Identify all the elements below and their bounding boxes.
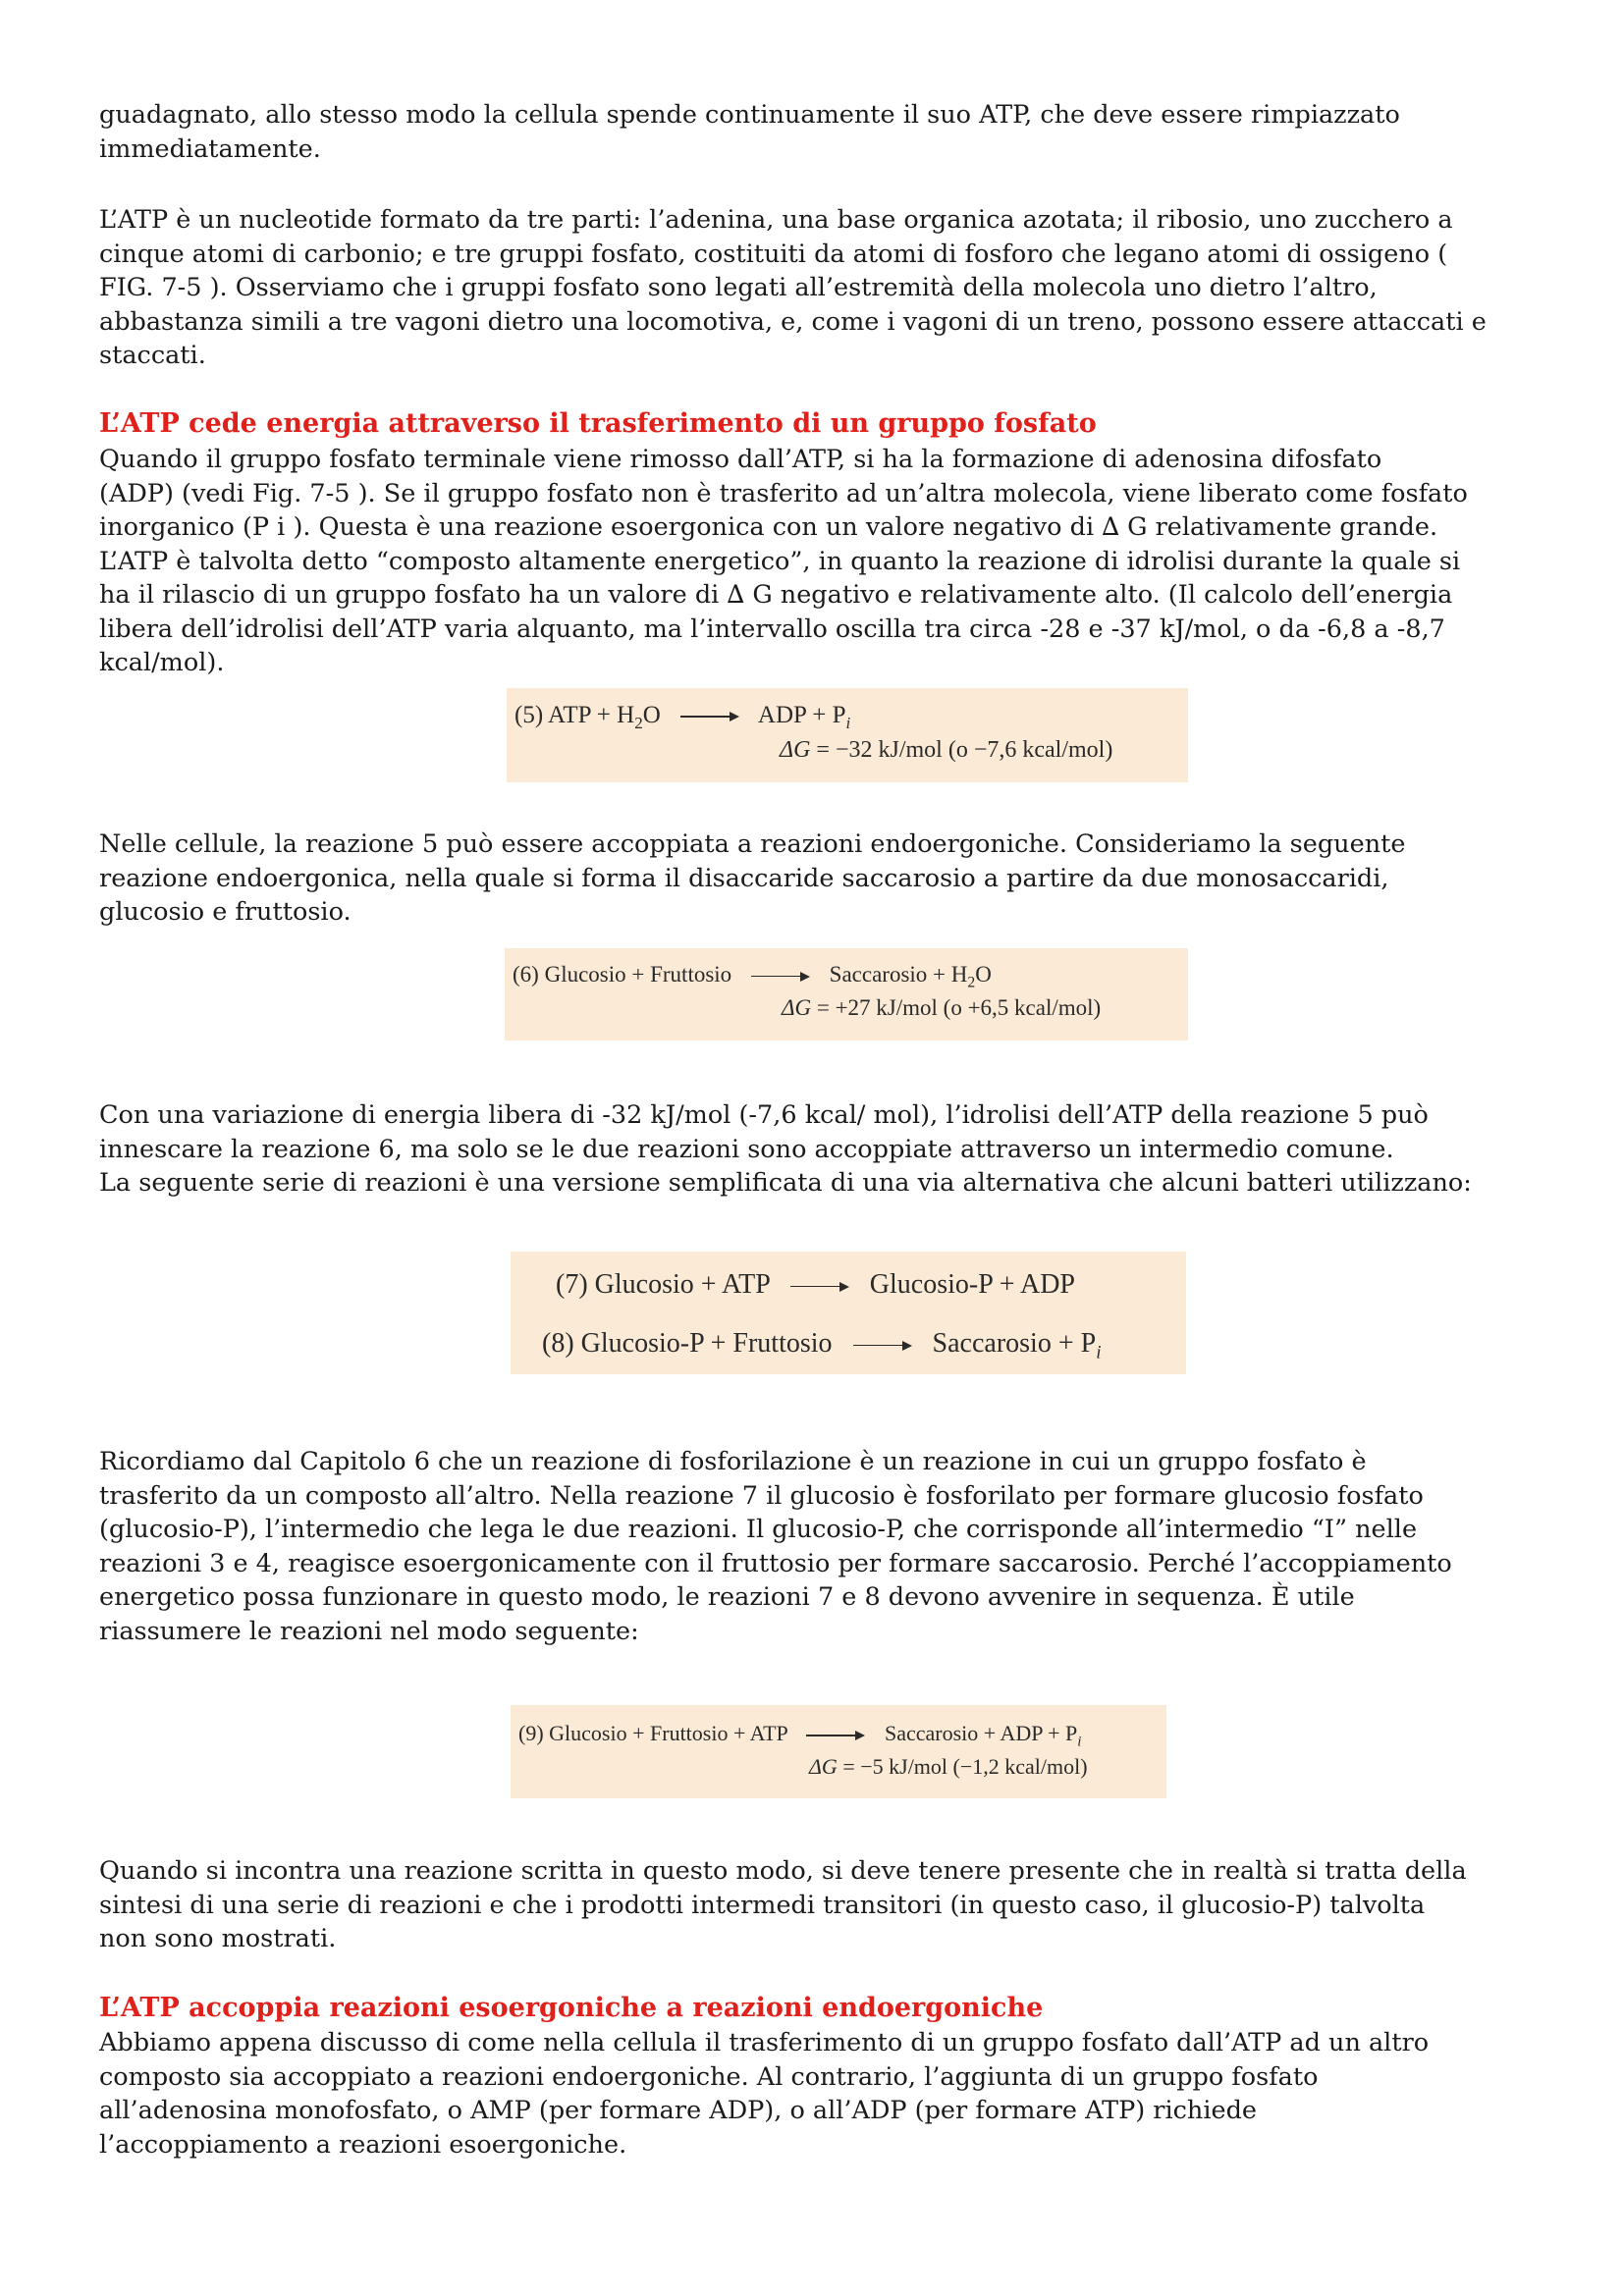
reaction-arrow-icon [853, 1341, 912, 1351]
equation-6-delta-g: ΔG = +27 kJ/mol (o +6,5 kcal/mol) [782, 995, 1102, 1020]
paragraph-phosphorylation: Ricordiamo dal Capitolo 6 che un reazione di fosforilazione è un reazione in cui un gruppo fosfato è trasferito da un composto all’altro. Nella reazione 7 il glucosio è fosforilato per formare glucosio fosfato (glucosio-P), l’intermedio che lega le due reazioni. Il glucosio-P, che corrisponde all’intermedio “I” nelle reazioni 3 e 4, reagisce esoergonicamente con il fruttosio per formare saccarosio. Perché l’accoppiamento energetico possa funzionare in questo modo, le reazioni 7 e 8 devono avvenire in sequenza. È utile riassumere le reazioni nel modo seguente: [99, 1447, 1452, 1646]
section-heading-phosphate-transfer: L’ATP cede energia attraverso il trasferimento di un gruppo fosfato [99, 408, 1097, 439]
equation-8-reaction: (8) Glucosio-P + Fruttosio Saccarosio + $P_i$ [542, 1328, 1102, 1363]
equation-box-5 [507, 688, 1188, 782]
equation-box-7-8 [511, 1252, 1186, 1374]
equation-6-reaction: (6) Glucosio + Fruttosio Saccarosio + $H_2O$ [513, 962, 992, 991]
equation-9-delta-g: ΔG = −5 kJ/mol (−1,2 kcal/mol) [809, 1754, 1088, 1779]
equation-5-delta-g: ΔG = −32 kJ/mol (o −7,6 kcal/mol) [780, 737, 1113, 763]
paragraph-atp-structure: L’ATP è un nucleotide formato da tre parti: l’adenina, una base organica azotata; il ribosio, uno zucchero a cinque atomi di carbonio; e tre gruppi fosfato, costituiti da atomi di fosforo che legano atomi di ossigeno ( FIG. 7-5 ). Osserviamo che i gruppi fosfato sono legati all’estremità della molecola uno dietro l’altro, abbastanza simili a tre vagoni dietro una locomotiva, e, come i vagoni di un treno, possono essere attaccati e staccati. [99, 205, 1487, 370]
equation-box-6 [505, 948, 1188, 1041]
reaction-arrow-icon [680, 712, 739, 721]
paragraph-coupled-reactions: Nelle cellule, la reazione 5 può essere accoppiata a reazioni endoergoniche. Consideriamo la seguente reazione endoergonica, nella quale si forma il disaccaride saccarosio a partire da due monosaccaridi, glucosio e fruttosio. [99, 829, 1406, 927]
equation-7-reaction: (7) Glucosio + ATP Glucosio-P + ADP [556, 1269, 1075, 1300]
paragraph-atp-hydrolysis: Quando il gruppo fosfato terminale viene rimosso dall’ATP, si ha la formazione di adenosina difosfato (ADP) (vedi Fig. 7-5 ). Se il gruppo fosfato non è trasferito ad un’altra molecola, viene liberato come fosfato inorganico (P i ). Questa è una reazione esoergonica con un valore negativo di ∆ G relativamente grande. L’ATP è talvolta detto “composto altamente energetico”, in quanto la reazione di idrolisi durante la quale si ha il rilascio di un gruppo fosfato ha un valore di ∆ G negativo e relativamente alto. (Il calcolo dell’energia libera dell’idrolisi dell’ATP varia alquanto, ma l’intervallo oscilla tra circa -28 e -37 kJ/mol, o da -6,8 a -8,7 kcal/mol). [99, 445, 1468, 677]
reaction-arrow-icon [806, 1731, 865, 1740]
paragraph-free-energy-coupling: Con una variazione di energia libera di -32 kJ/mol (-7,6 kcal/ mol), l’idrolisi dell’ATP della reazione 5 può innescare la reazione 6, ma solo se le due reazioni sono accoppiate attraverso un intermedio comune. La seguente serie di reazioni è una versione semplificata di una via alternativa che alcuni batteri utilizzano: [99, 1100, 1472, 1198]
reaction-arrow-icon [751, 972, 810, 982]
equation-9-reaction: (9) Glucosio + Fruttosio + ATP Saccarosio + ADP + $P_i$ [518, 1721, 1082, 1750]
paragraph-atp-spending: guadagnato, allo stesso modo la cellula spende continuamente il suo ATP, che deve essere rimpiazzato immediatamente. [99, 100, 1400, 164]
section-heading-coupling: L’ATP accoppia reazioni esoergoniche a reazioni endoergoniche [99, 1993, 1044, 2023]
paragraph-amp-adp: Abbiamo appena discusso di come nella cellula il trasferimento di un gruppo fosfato dall’ATP ad un altro composto sia accoppiato a reazioni endoergoniche. Al contrario, l’aggiunta di un gruppo fosfato all’adenosina monofosfato, o AMP (per formare ADP), o all’ADP (per formare ATP) richiede l’accoppiamento a reazioni esoergoniche. [99, 2028, 1430, 2160]
equation-box-9 [511, 1705, 1166, 1798]
paragraph-summary-note: Quando si incontra una reazione scritta in questo modo, si deve tenere presente che in realtà si tratta della sintesi di una serie di reazioni e che i prodotti intermedi transitori (in questo caso, il glucosio-P) talvolta non sono mostrati. [99, 1856, 1467, 1953]
equation-5-reaction: (5) ATP + $H_2O$ ADP + $P_i$ [514, 702, 851, 732]
reaction-arrow-icon [790, 1282, 849, 1292]
